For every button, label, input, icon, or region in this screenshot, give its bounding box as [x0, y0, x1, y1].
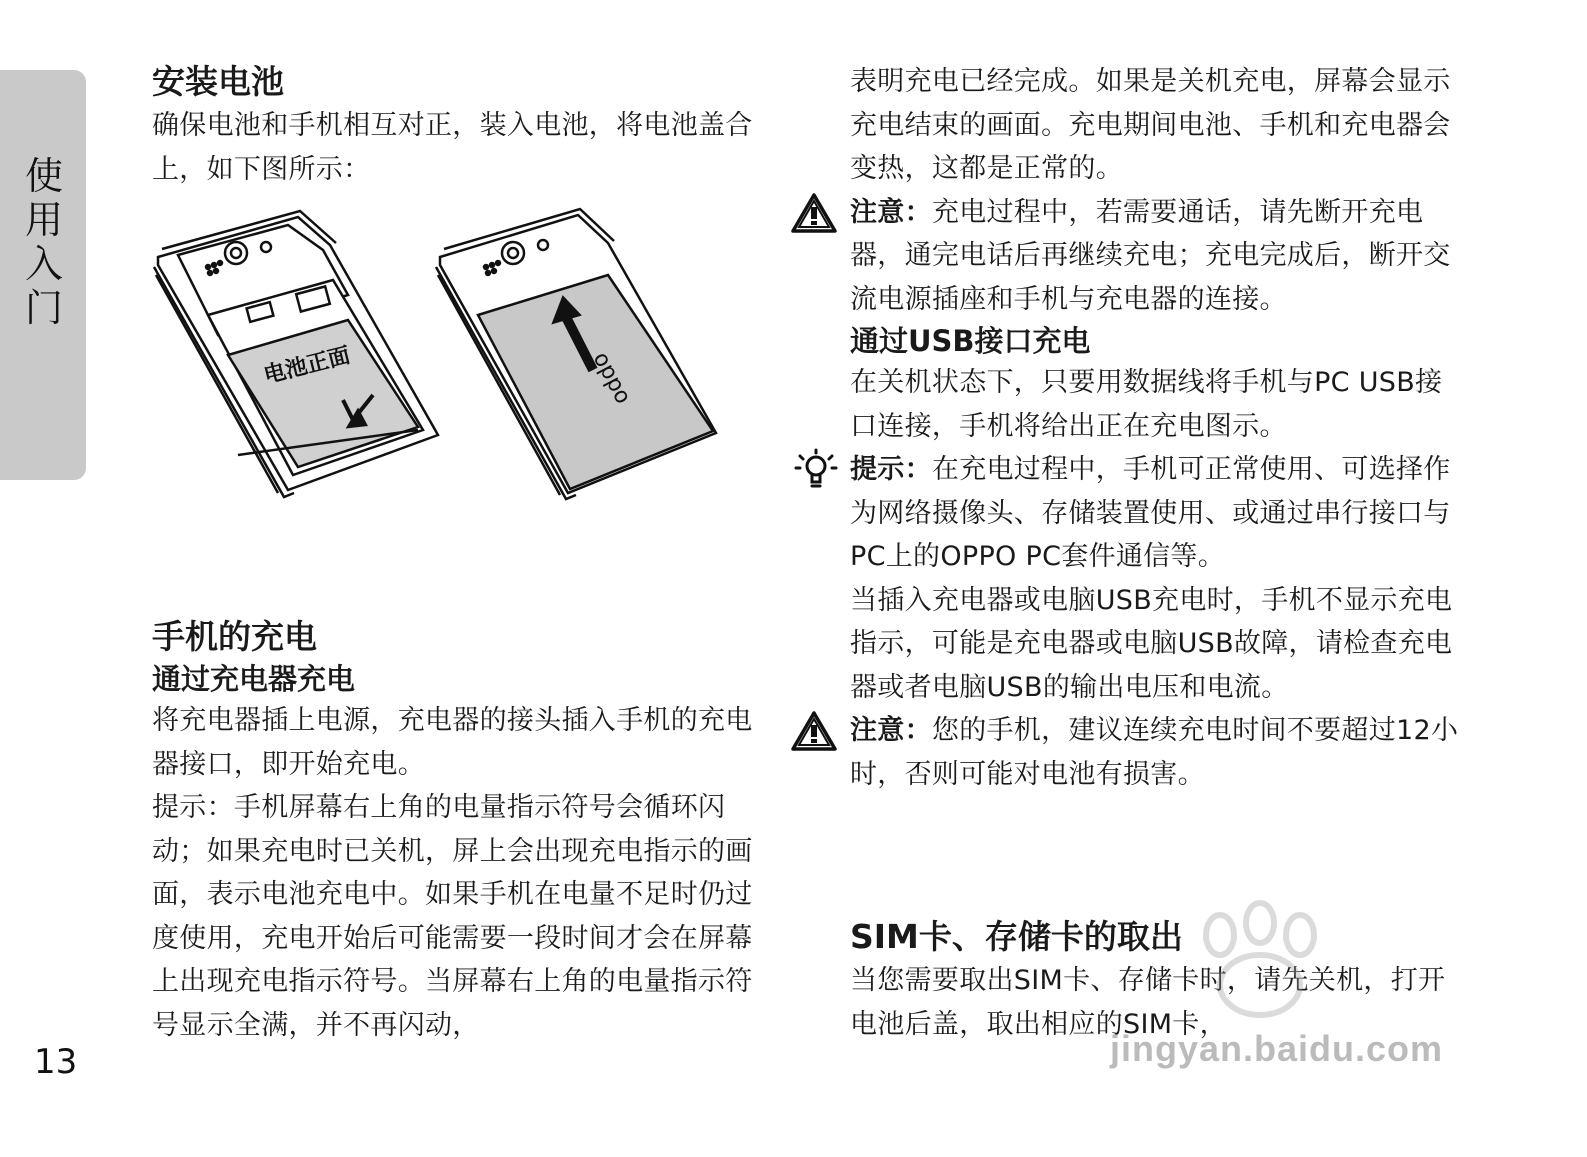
- brand-logo: oppo: [587, 348, 636, 409]
- sim-removal-text: 当您需要取出SIM卡、存储卡时，请先关机，打开电池后盖，取出相应的SIM卡，: [850, 965, 1446, 1040]
- install-battery-text: 确保电池和手机相互对正，装入电池，将电池盖合上，如下图所示：: [152, 110, 753, 185]
- install-battery-title: 安装电池: [152, 62, 284, 101]
- caution-note-1: [850, 191, 1460, 322]
- sim-section: [850, 915, 1460, 1046]
- charging-title: 手机的充电: [152, 617, 317, 656]
- chapter-side-tab: [0, 70, 86, 480]
- lightbulb-icon: [790, 448, 838, 492]
- tip-text: 在充电过程中，手机可正常使用、可选择作为网络摄像头、存储装置使用、或通过串行接口与PC上的OPPO PC套件通信等。: [850, 454, 1451, 572]
- left-column: [152, 60, 762, 191]
- sim-removal-title: SIM卡、存储卡的取出: [850, 917, 1183, 956]
- note2-text: 您的手机，建议连续充电时间不要超过12小时，否则可能对电池有损害。: [850, 715, 1459, 790]
- watermark-text: jingyan.baidu.com: [1110, 1028, 1444, 1069]
- warning-triangle-icon: [790, 191, 838, 235]
- note1-text: 充电过程中，若需要通话，请先断开充电器，通完电话后再继续充电；充电完成后，断开交流电源插座和手机与充电器的连接。: [850, 196, 1451, 315]
- battery-front-label: 电池正面: [261, 343, 353, 389]
- usb-tip-text: 当插入充电器或电脑USB充电时，手机不显示充电指示，可能是充电器或电脑USB故障，请检查充电器或者电脑USB的输出电压和电流。: [850, 584, 1453, 703]
- warning-triangle-icon: [790, 709, 838, 753]
- chapter-label: 使用入门: [24, 154, 63, 330]
- page-number: 13: [34, 1042, 78, 1082]
- charging-section: [152, 615, 762, 1047]
- battery-install-illustration: [148, 205, 728, 505]
- tip-label: 提示：: [850, 454, 932, 485]
- charger-subtitle: 通过充电器充电: [152, 662, 356, 696]
- note2-label: 注意：: [850, 715, 932, 746]
- usb-charging-text: 在关机状态下，只要用数据线将手机与PC USB接口连接，手机将给出正在充电图示。: [850, 367, 1443, 442]
- charger-tip-text: 提示：手机屏幕右上角的电量指示符号会循环闪动；如果充电时已关机，屏上会出现充电指示的画面，表示电池充电中。如果手机在电量不足时仍过度使用，充电开始后可能需要一段时间才会在屏幕上出现充电指示符号。当屏幕右上角的电量指示符号显示全满，并不再闪动，: [152, 792, 753, 1041]
- right-column: [850, 60, 1460, 796]
- tip-note: [850, 448, 1460, 579]
- charger-text: 将充电器插上电源，充电器的接头插入手机的充电器接口，即开始充电。: [152, 705, 753, 780]
- caution-note-2: [850, 709, 1460, 796]
- usb-charging-subtitle: 通过USB接口充电: [850, 324, 1091, 358]
- note1-label: 注意：: [850, 196, 932, 228]
- phone-open-back: [154, 211, 438, 497]
- phone-cover-closed: [436, 209, 716, 499]
- continued-text: 表明充电已经完成。如果是关机充电，屏幕会显示充电结束的画面。充电期间电池、手机和充电器会变热，这都是正常的。: [850, 66, 1451, 184]
